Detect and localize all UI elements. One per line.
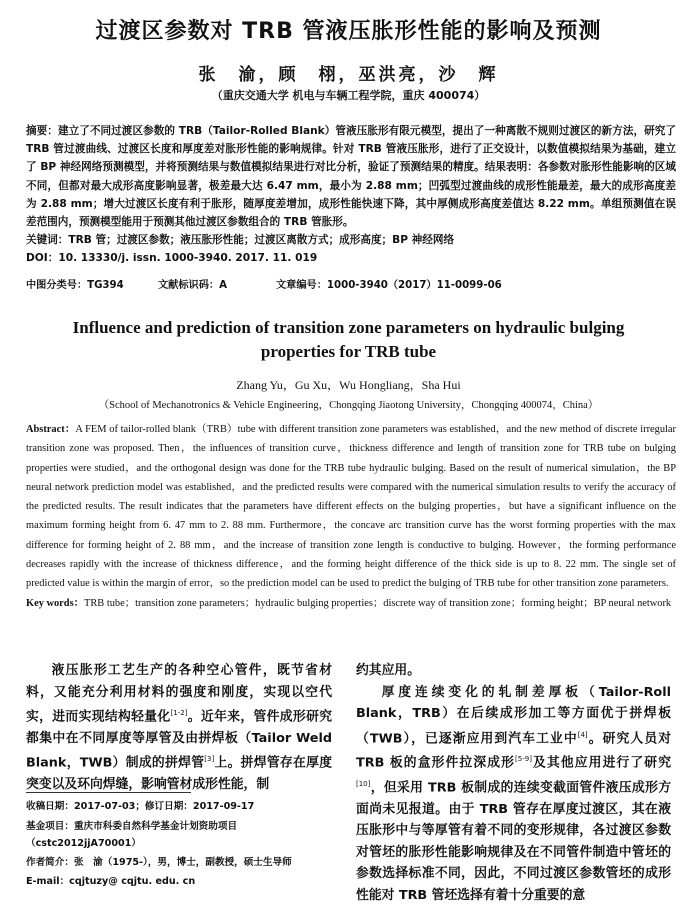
footnote-author: 作者简介：张 渝（1975-），男，博士，副教授，硕士生导师 xyxy=(26,857,292,868)
body-right-column xyxy=(356,660,671,906)
chinese-abstract-block xyxy=(26,122,676,268)
english-abstract-block xyxy=(26,420,676,613)
citation: [5-9] xyxy=(515,755,532,764)
article-number: 文章编号：1000-3940（2017）11-0099-06 xyxy=(276,280,502,291)
classification-row xyxy=(26,276,676,291)
citation: [1-2] xyxy=(170,709,188,717)
english-abstract xyxy=(26,420,676,594)
document-code: 文献标识码：A xyxy=(158,280,228,291)
footnote-fund: 基金项目：重庆市科委自然科学基金计划资助项目（cstc2012jjA70001） xyxy=(26,821,238,849)
body-left-column xyxy=(26,660,332,796)
chinese-affiliation: （重庆交通大学 机电与车辆工程学院，重庆 400074） xyxy=(211,89,486,102)
chinese-keywords xyxy=(26,231,676,249)
chinese-title: 过渡区参数对 TRB 管液压胀形性能的影响及预测 xyxy=(95,19,602,44)
english-abstract-label: Abstract： xyxy=(26,424,76,435)
citation: [4] xyxy=(577,730,588,739)
english-affiliation: （School of Mechanotronics & Vehicle Engineering，Chongqing Jiaotong University，Chongqing 400074，China） xyxy=(98,400,599,411)
chinese-keywords-label: 关键词： xyxy=(26,234,69,247)
english-abstract-text: A FEM of tailor-rolled blank（TRB）tube with different transition zone parameters was established，and the new method of discrete irregular transition zone was proposed. Then，the influences of transition curve，thickness difference and length of transition zone for TRB tube on bulging properties were studied，and the orthogonal design was done for the TRB tube hydraulic bulging. Based on the result of numerical simulation，the BP neural network prediction model was established，and the predicted results were compared with the numerical simulation results to verify the accuracy of the predicted results. The result indicates that the parameters have different effects on the bulging properties，but have a significant influence on the maximum forming height from 6. 47 mm to 2. 88 mm. Furthermore，the concave arc transition curve has the worst forming properties with the max difference for forming height of 2. 88 mm，and the increase of transition zone length is conductive to bulging. However，the forming performance decreases rapidly with the increase of thickness difference，and the forming height difference of the thick side is up to 8. 22 mm. The single set of predicted value is within the margin of error，so the prediction model can be used to predict the bulging of TRB tube for other transition zone parameters. xyxy=(26,424,676,590)
chinese-abstract xyxy=(26,122,676,231)
english-authors: Zhang Yu，Gu Xu，Wu Hongliang，Sha Hui xyxy=(236,378,461,392)
body-text: 厚度连续变化的轧制差厚板（Tailor-Roll Blank，TRB）在后续成形加工等方面优于拼焊板（TWB），已逐渐应用到汽车工业中 xyxy=(356,684,671,746)
citation: [3] xyxy=(204,755,215,764)
english-keywords xyxy=(26,594,676,613)
citation: [10] xyxy=(356,780,371,789)
footnote-email: E-mail：cqjtuzy@ cqjtu. edu. cn xyxy=(26,876,196,887)
doi: DOI：10. 13330/j. issn. 1000-3940. 2017. 11. 019 xyxy=(26,252,318,265)
body-paragraph xyxy=(356,682,671,907)
english-keywords-label: Key words： xyxy=(26,597,85,609)
english-keywords-text: TRB tube；transition zone parameters；hydraulic bulging properties；discrete way of transition zone；forming height；BP neural network xyxy=(84,597,672,609)
chinese-abstract-text: 建立了不同过渡区参数的 TRB（Tailor-Rolled Blank）管液压胀形有限元模型，提出了一种离散不规则过渡区的新方法，研究了 TRB 管过渡曲线、过渡区长度和厚度差对胀形性能的影响规律。针对 TRB 管液压胀形，进行了正交设计，以数值模拟结果为基础，建立了 BP 神经网络预测模型，并将预测结果与数值模拟结果进行对比分析，验证了预测结果的精度。结果表明：各参数对胀形性能影响的区域不同，但都对最大成形高度影响显著，极差最大达 6.47 mm，最小为 2.88 mm；凹弧型过渡曲线的成形性能最差，最大的成形高度差为 2.88 mm；增大过渡区长度有利于胀形，随厚度差增加，成形性能快速下降，其中厚侧成形高度差值达 8.22 mm。单组预测值在误差范围内，预测模型能用于预测其他过渡区参数组合的 TRB 管胀形。 xyxy=(26,125,676,229)
chinese-abstract-label: 摘要： xyxy=(26,125,58,137)
footnote-received: 收稿日期：2017-07-03；修订日期：2017-09-17 xyxy=(26,801,255,812)
body-text: 。近年来，管件成形研究都集中在不同厚度等厚管及由拼焊板（Tailor Weld Blank，TWB）制成的拼焊管 xyxy=(26,709,332,771)
english-title: Influence and prediction of transition zone parameters on hydraulic bulging properties for TRB tube xyxy=(72,318,625,361)
body-text: 及其他应用进行了研究 xyxy=(531,755,672,771)
chinese-keywords-text: TRB 管；过渡区参数；液压胀形性能；过渡区离散方式；成形高度；BP 神经网络 xyxy=(68,234,455,247)
body-text: 上。拼焊管存在厚度突变以及环向焊缝，影响管材成形性能，制 xyxy=(26,755,332,793)
body-text: 液压胀形工艺生产的各种空心管件，既节省材料，又能充分利用材料的强度和刚度，实现以空代实，进而实现结构轻量化 xyxy=(26,663,332,725)
body-text: ，但采用 TRB 板制成的连续变截面管件液压成形方面尚未见报道。由于 TRB 管存在厚度过渡区，其在液压胀形中与等厚管有着不同的变形规律，各过渡区参数对管坯的胀形性能影响规律及在不同管件制造中管坯的参数选择标准不同，因此，不同过渡区参数管坯的成形性能对 TRB 管坯选择有着十分重要的意 xyxy=(356,780,671,903)
footnote-divider xyxy=(26,792,191,793)
clc-number: 中图分类号：TG394 xyxy=(26,280,124,291)
body-text: 。研究人员对 TRB 板的盒形件拉深成形 xyxy=(356,730,672,771)
chinese-authors: 张 渝，顾 栩，巫洪亮，沙 辉 xyxy=(198,65,499,85)
body-text: 约其应用。 xyxy=(356,663,420,678)
